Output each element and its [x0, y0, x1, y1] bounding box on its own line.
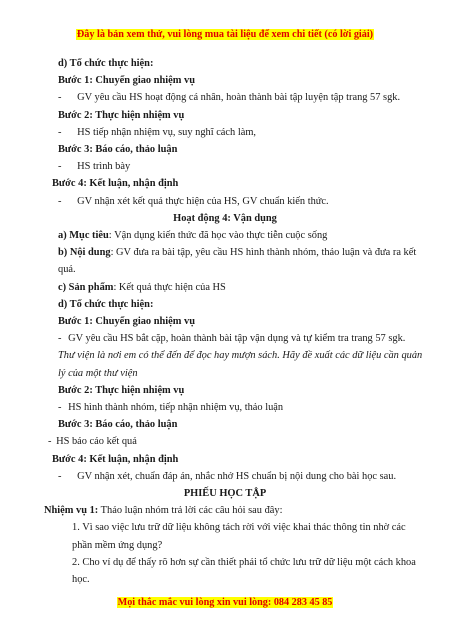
list-item-text: GV nhận xét, chuẩn đáp án, nhắc nhở HS chuẩn bị nội dung cho bài học sau. [77, 470, 397, 482]
line-text: 2. Cho ví dụ để thấy rõ hơn sự cần thiết phải tổ chức lưu trữ dữ liệu một cách khoa [72, 556, 416, 568]
list-item-text: HS tiếp nhận nhiệm vụ, suy nghĩ cách làm, [77, 126, 256, 138]
paragraph-text: : Vận dụng kiến thức đã học vào thực tiễn cuộc sống [108, 230, 328, 241]
dash-bullet: - [58, 402, 62, 413]
list-item [58, 401, 283, 414]
line-label: Nhiệm vụ 1: [44, 505, 99, 517]
step-heading: Bước 2: Thực hiện nhiệm vụ [58, 109, 185, 121]
footer-banner-text: Mọi thắc mắc vui lòng xin vui lòng: 084 283 45 85 [117, 597, 333, 608]
line-text: phần mềm ứng dụng? [72, 539, 163, 551]
line-text: 1. Vì sao việc lưu trữ dữ liệu không tách rời với việc khai thác thông tin nhờ các [72, 522, 406, 534]
dash-bullet: - [48, 436, 52, 448]
header-banner-text: Đây là bản xem thử, vui lòng mua tài liệu để xem chi tiết (có lời giải) [76, 29, 374, 40]
dash-bullet: - [58, 333, 62, 345]
step-heading: Bước 3: Báo cáo, thảo luận [58, 144, 178, 155]
dash-bullet: - [58, 126, 62, 138]
section-heading: d) Tổ chức thực hiện: [58, 58, 154, 69]
step-heading: Bước 3: Báo cáo, thảo luận [58, 419, 178, 431]
list-item [48, 435, 137, 448]
header-banner [0, 24, 450, 42]
step-heading: Bước 1: Chuyển giao nhiệm vụ [58, 75, 195, 87]
step-heading: Bước 2: Thực hiện nhiệm vụ [58, 384, 185, 396]
list-item [58, 126, 256, 139]
task-line [44, 504, 282, 517]
exercise-text: Thư viện là nơi em có thể đến để đọc hay mượn sách. Hãy đề xuất các dữ liệu cần quản [58, 350, 423, 362]
dash-bullet: - [58, 92, 62, 104]
step-heading: Bước 4: Kết luận, nhận định [52, 453, 179, 465]
list-item [58, 160, 130, 173]
line-text: Thảo luận nhóm trả lời các câu hỏi sau đây: [98, 505, 283, 517]
list-item [58, 470, 396, 483]
paragraph-continuation: quả. [58, 264, 76, 276]
list-item [58, 195, 329, 208]
question-text [72, 573, 90, 586]
line-text: học. [72, 574, 90, 585]
list-item-text: GV nhận xét kết quả thực hiện của HS, GV chuẩn kiến thức. [77, 195, 329, 207]
paragraph-label: b) Nội dung [58, 247, 111, 259]
line-label: PHIẾU HỌC TẬP [183, 488, 267, 499]
step-heading: Bước 4: Kết luận, nhận định [52, 178, 179, 190]
paragraph-label: a) Mục tiêu [58, 230, 109, 241]
dash-bullet: - [58, 470, 62, 482]
question-text [72, 539, 162, 552]
paragraph-text: : GV đưa ra bài tập, yêu cầu HS hình thành nhóm, thảo luận và đưa ra kết [110, 247, 417, 259]
worksheet-heading [0, 487, 450, 500]
activity-heading: Hoạt động 4: Vận dụng [173, 212, 277, 224]
exercise-text: lý của một thư viện [58, 367, 138, 379]
paragraph [58, 246, 416, 259]
list-item-text: HS trình bày [77, 161, 131, 173]
question-text [72, 521, 406, 534]
list-item [58, 91, 400, 104]
paragraph-text: : Kết quả thực hiện của HS [113, 281, 226, 293]
list-item-text: HS báo cáo kết quả [56, 436, 137, 448]
list-item-text: GV yêu cầu HS bắt cặp, hoàn thành bài tập vận dụng và tự kiểm tra trang 57 sgk. [68, 333, 406, 345]
paragraph [58, 229, 327, 242]
dash-bullet: - [58, 161, 62, 173]
list-item-text: GV yêu cầu HS hoạt động cá nhân, hoàn thành bài tập luyện tập trang 57 sgk. [77, 92, 401, 104]
dash-bullet: - [58, 195, 62, 207]
list-item [58, 332, 405, 345]
paragraph [58, 281, 226, 294]
question-text [72, 556, 416, 569]
step-heading: Bước 1: Chuyển giao nhiệm vụ [58, 316, 195, 327]
list-item-text: HS hình thành nhóm, tiếp nhận nhiệm vụ, thảo luận [68, 402, 284, 413]
footer-banner [0, 592, 450, 610]
section-heading: d) Tổ chức thực hiện: [58, 298, 154, 310]
paragraph-label: c) Sản phẩm [58, 281, 114, 293]
